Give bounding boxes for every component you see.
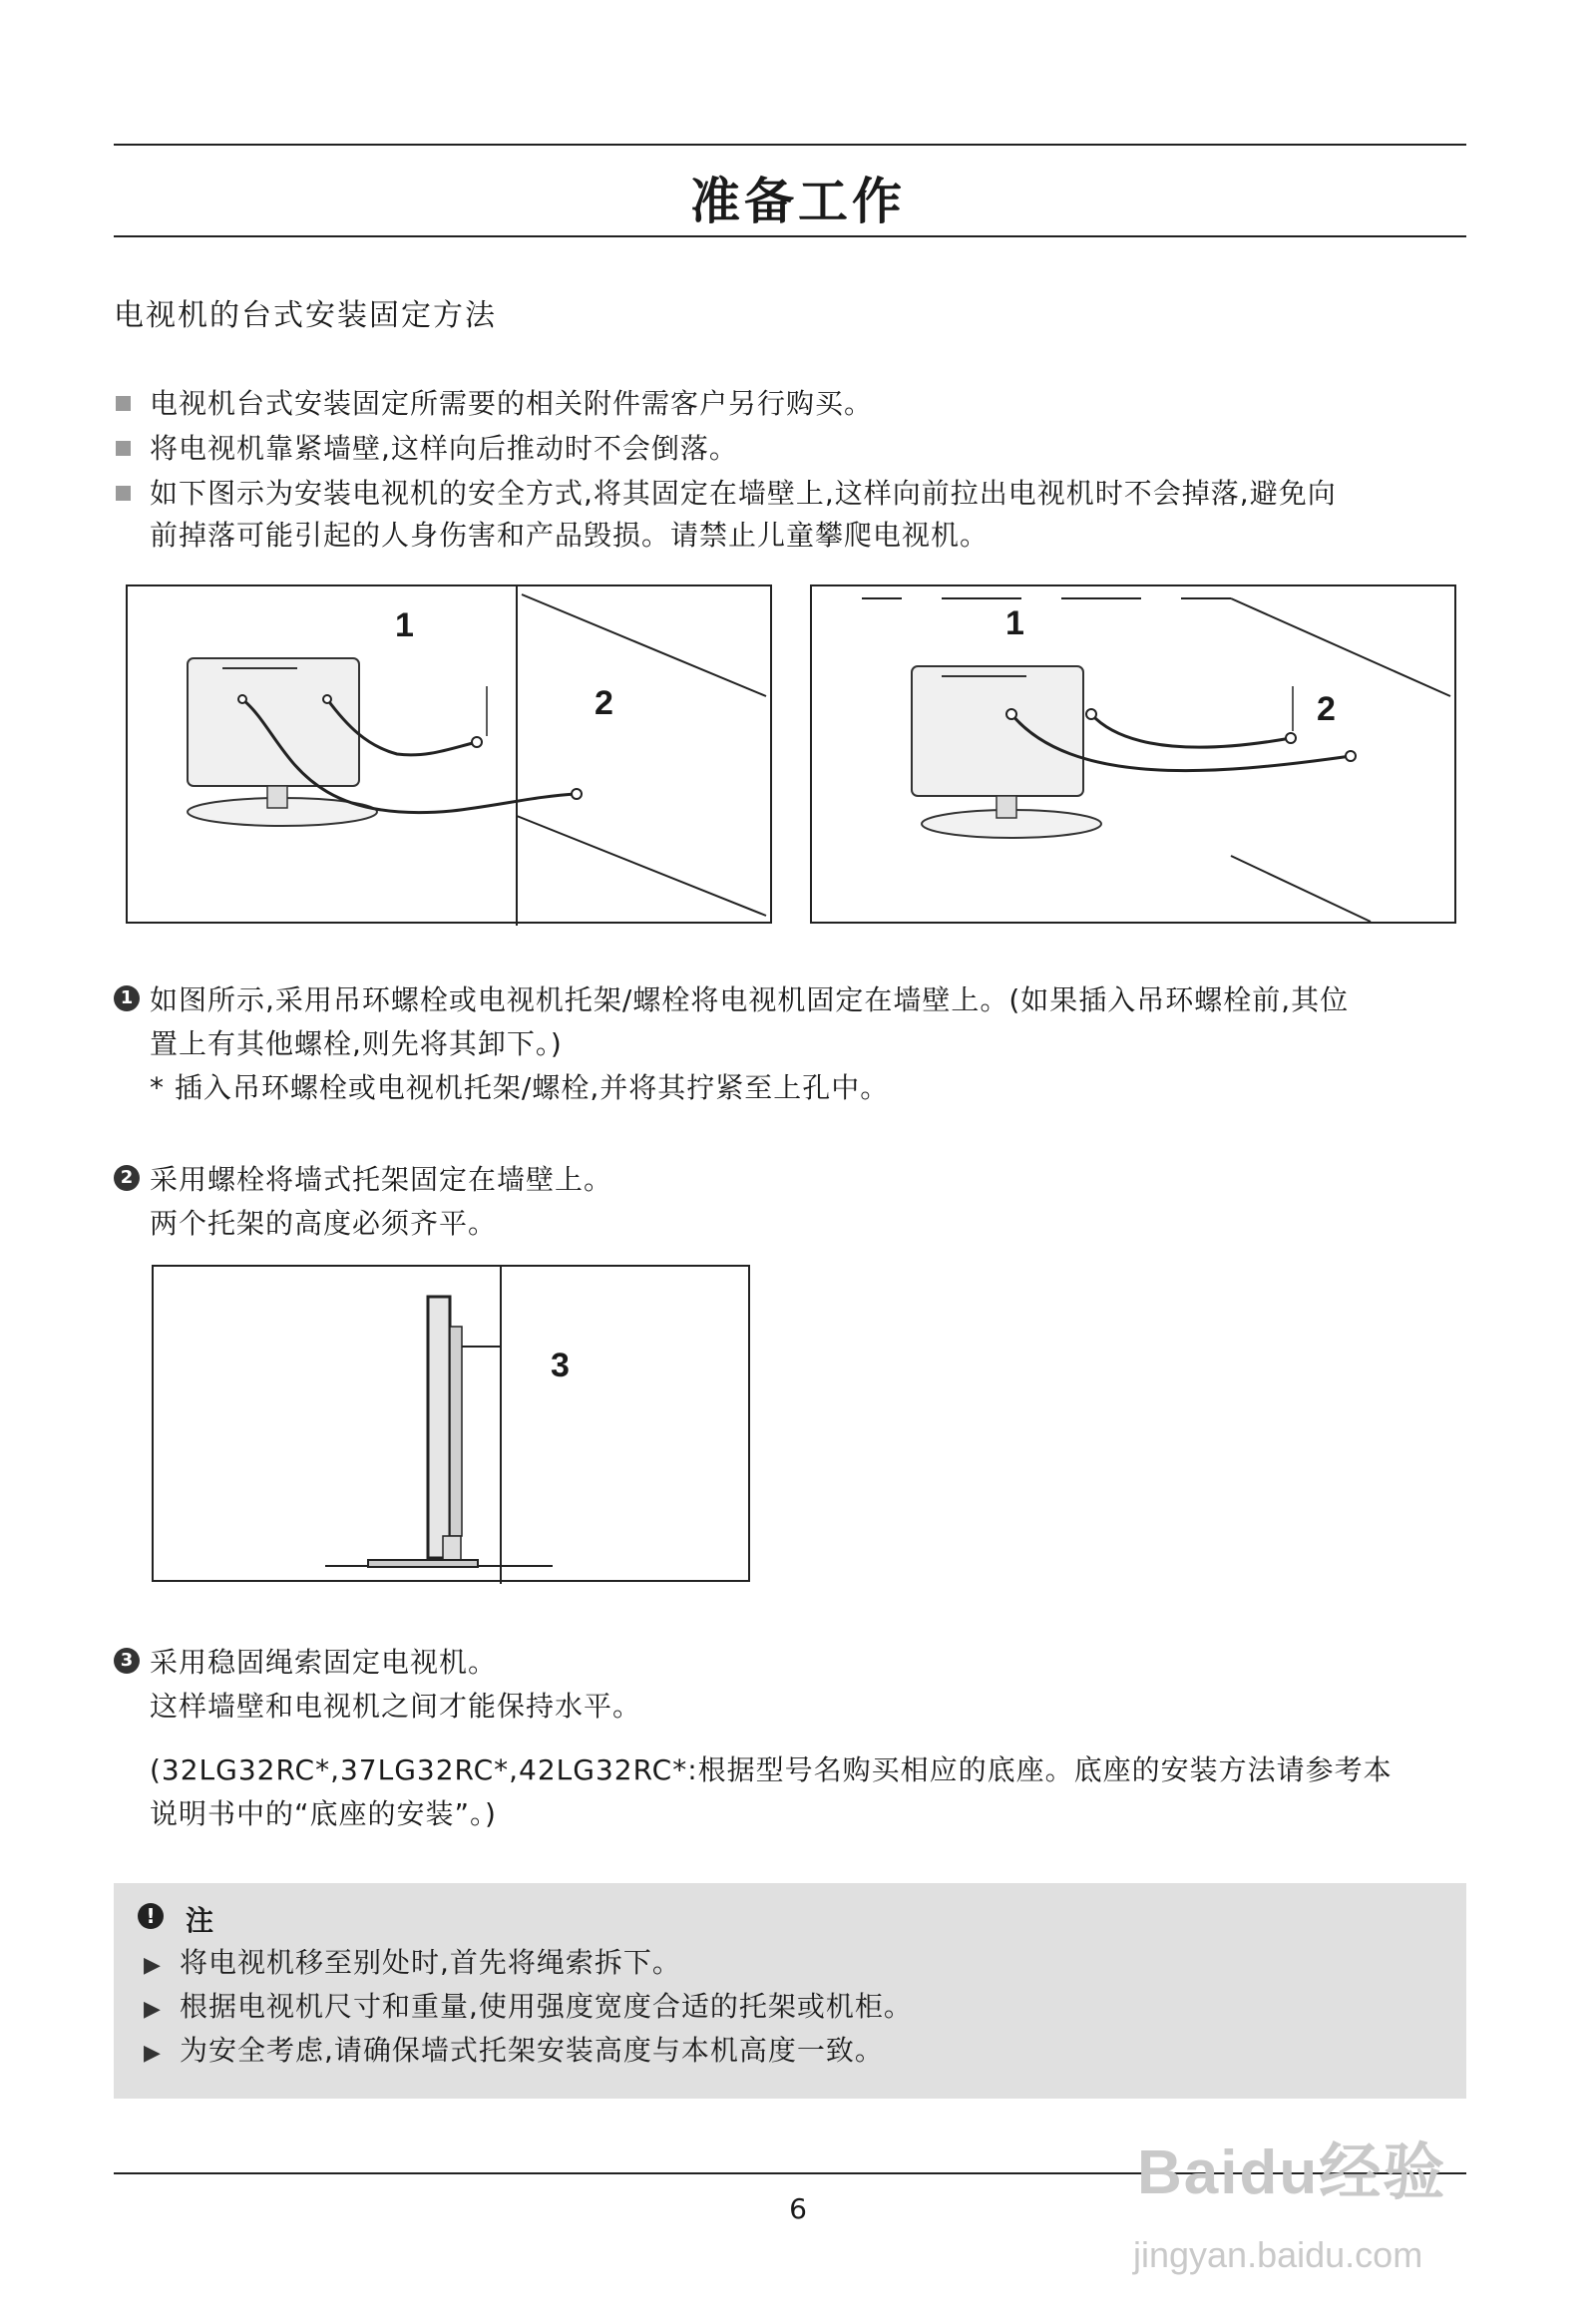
intro-item: 将电视机靠紧墙壁,这样向后推动时不会倒落。 <box>150 432 738 465</box>
figure-label-3: 3 <box>551 1347 570 1384</box>
note-box <box>114 1883 1466 2099</box>
page-title: 准备工作 <box>690 173 906 230</box>
tv-bracket-diagram-2 <box>812 586 1458 926</box>
step-1-line: * 插入吊环螺栓或电视机托架/螺栓,并将其拧紧至上孔中。 <box>150 1071 890 1104</box>
note-item-text: 根据电视机尺寸和重量,使用强度宽度合适的托架或机柜。 <box>180 1990 913 2023</box>
note-item <box>144 1943 681 1986</box>
tv-eyebolt-diagram-1 <box>128 586 774 926</box>
step-3-line: 采用稳固绳索固定电视机。 <box>150 1646 498 1679</box>
figure-label-1: 1 <box>395 606 414 644</box>
model-note-line: (32LG32RC*,37LG32RC*,42LG32RC*:根据型号名购买相应的底座。底座的安装方法请参考本 <box>150 1753 1393 1786</box>
play-triangle-icon: ▶ <box>144 2041 162 2066</box>
bullet-square-icon <box>116 441 131 456</box>
play-triangle-icon: ▶ <box>144 1953 162 1978</box>
bullet-square-icon <box>116 396 131 411</box>
warning-icon: ! <box>138 1903 164 1929</box>
step-2-line: 采用螺栓将墙式托架固定在墙壁上。 <box>150 1163 613 1196</box>
bullet-square-icon <box>116 486 131 501</box>
step-3-line: 这样墙壁和电视机之间才能保持水平。 <box>150 1690 642 1723</box>
top-rule <box>114 144 1466 146</box>
note-item-text: 为安全考虑,请确保墙式托架安装高度与本机高度一致。 <box>180 2034 884 2067</box>
watermark-brand: Baidu经验 <box>1137 2138 1447 2207</box>
intro-item: 如下图示为安装电视机的安全方式,将其固定在墙壁上,这样向前拉出电视机时不会掉落,避免向 <box>150 477 1337 510</box>
figure-tv-wall-mount-2 <box>810 584 1456 924</box>
figure-tv-side-view <box>152 1265 750 1582</box>
model-note-line: 说明书中的“底座的安装”。) <box>150 1797 497 1830</box>
step-1-line: 如图所示,采用吊环螺栓或电视机托架/螺栓将电视机固定在墙壁上。(如果插入吊环螺栓前,其位 <box>150 983 1350 1016</box>
figure-label-2: 2 <box>595 684 613 722</box>
note-item-text: 将电视机移至别处时,首先将绳索拆下。 <box>180 1946 681 1979</box>
figure-label-1: 1 <box>1005 604 1024 642</box>
step-2-line: 两个托架的高度必须齐平。 <box>150 1207 498 1240</box>
intro-item-continued: 前掉落可能引起的人身伤害和产品毁损。请禁止儿童攀爬电视机。 <box>150 519 990 552</box>
note-item <box>144 1987 913 2030</box>
step-number-badge: 3 <box>114 1648 140 1674</box>
step-number-badge: 2 <box>114 1165 140 1191</box>
page-number: 6 <box>789 2192 807 2225</box>
watermark-url: jingyan.baidu.com <box>1133 2234 1423 2275</box>
title-bottom-rule <box>114 235 1466 237</box>
figure-tv-wall-mount-1 <box>126 584 772 924</box>
play-triangle-icon: ▶ <box>144 1997 162 2022</box>
tv-side-view-diagram <box>154 1267 752 1584</box>
note-item <box>144 2031 884 2074</box>
intro-item: 电视机台式安装固定所需要的相关附件需客户另行购买。 <box>150 387 874 420</box>
step-number-badge: 1 <box>114 985 140 1011</box>
figure-label-2: 2 <box>1317 690 1336 728</box>
section-title: 电视机的台式安装固定方法 <box>114 298 497 333</box>
step-1-line: 置上有其他螺栓,则先将其卸下。) <box>150 1027 563 1060</box>
note-heading: 注 <box>186 1904 214 1937</box>
